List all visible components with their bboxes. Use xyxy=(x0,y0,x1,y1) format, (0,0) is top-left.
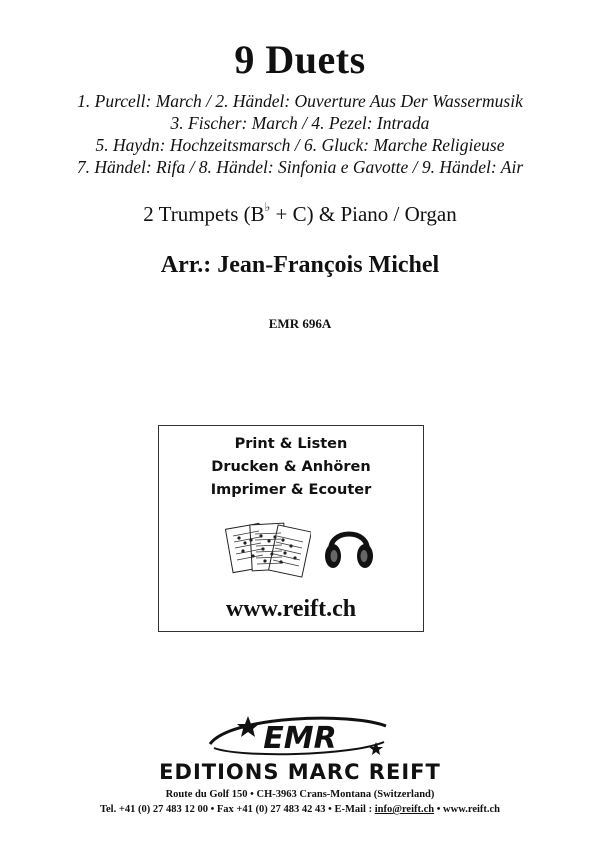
instrumentation xyxy=(0,202,600,227)
piece-line-1: 1. Purcell: March / 2. Händel: Ouverture Aus Der Wassermusik xyxy=(77,91,523,111)
publisher-name: EDITIONS MARC REIFT xyxy=(159,760,441,784)
contact-phone-fax: Tel. +41 (0) 27 483 12 00 • Fax +41 (0) 27 483 42 43 • E-Mail : xyxy=(99,804,375,815)
website-link[interactable]: www.reift.ch xyxy=(225,596,357,622)
promo-line-fr: Imprimer & Ecouter xyxy=(210,482,372,498)
emr-logo xyxy=(200,712,400,760)
piece-list xyxy=(0,90,600,178)
publisher-contact xyxy=(0,804,600,815)
catalog-code: EMR 696A xyxy=(268,316,332,331)
sheet-music-icon xyxy=(225,518,311,582)
email-link[interactable]: info@reift.ch xyxy=(374,804,435,815)
contact-website[interactable]: • www.reift.ch xyxy=(434,804,501,815)
headphones-icon xyxy=(323,518,375,574)
arranger: Arr.: Jean-François Michel xyxy=(160,252,440,278)
instrumentation-after: + C) & Piano / Organ xyxy=(270,202,457,226)
piece-line-3: 5. Haydn: Hochzeitsmarsch / 6. Gluck: Marche Religieuse xyxy=(95,135,505,155)
instrumentation-before: 2 Trumpets (B xyxy=(143,202,265,226)
print-listen-box xyxy=(158,425,424,632)
publisher-address: Route du Golf 150 • CH-3963 Crans-Montana (Switzerland) xyxy=(165,789,435,800)
logo-text: EMR xyxy=(263,721,337,756)
score-title: 9 Duets xyxy=(234,37,366,82)
flat-sign: ♭ xyxy=(264,200,271,214)
promo-line-de: Drucken & Anhören xyxy=(211,459,371,475)
promo-line-en: Print & Listen xyxy=(234,436,348,452)
piece-line-4: 7. Händel: Rifa / 8. Händel: Sinfonia e Gavotte / 9. Händel: Air xyxy=(76,157,524,177)
piece-line-2: 3. Fischer: March / 4. Pezel: Intrada xyxy=(170,113,430,133)
